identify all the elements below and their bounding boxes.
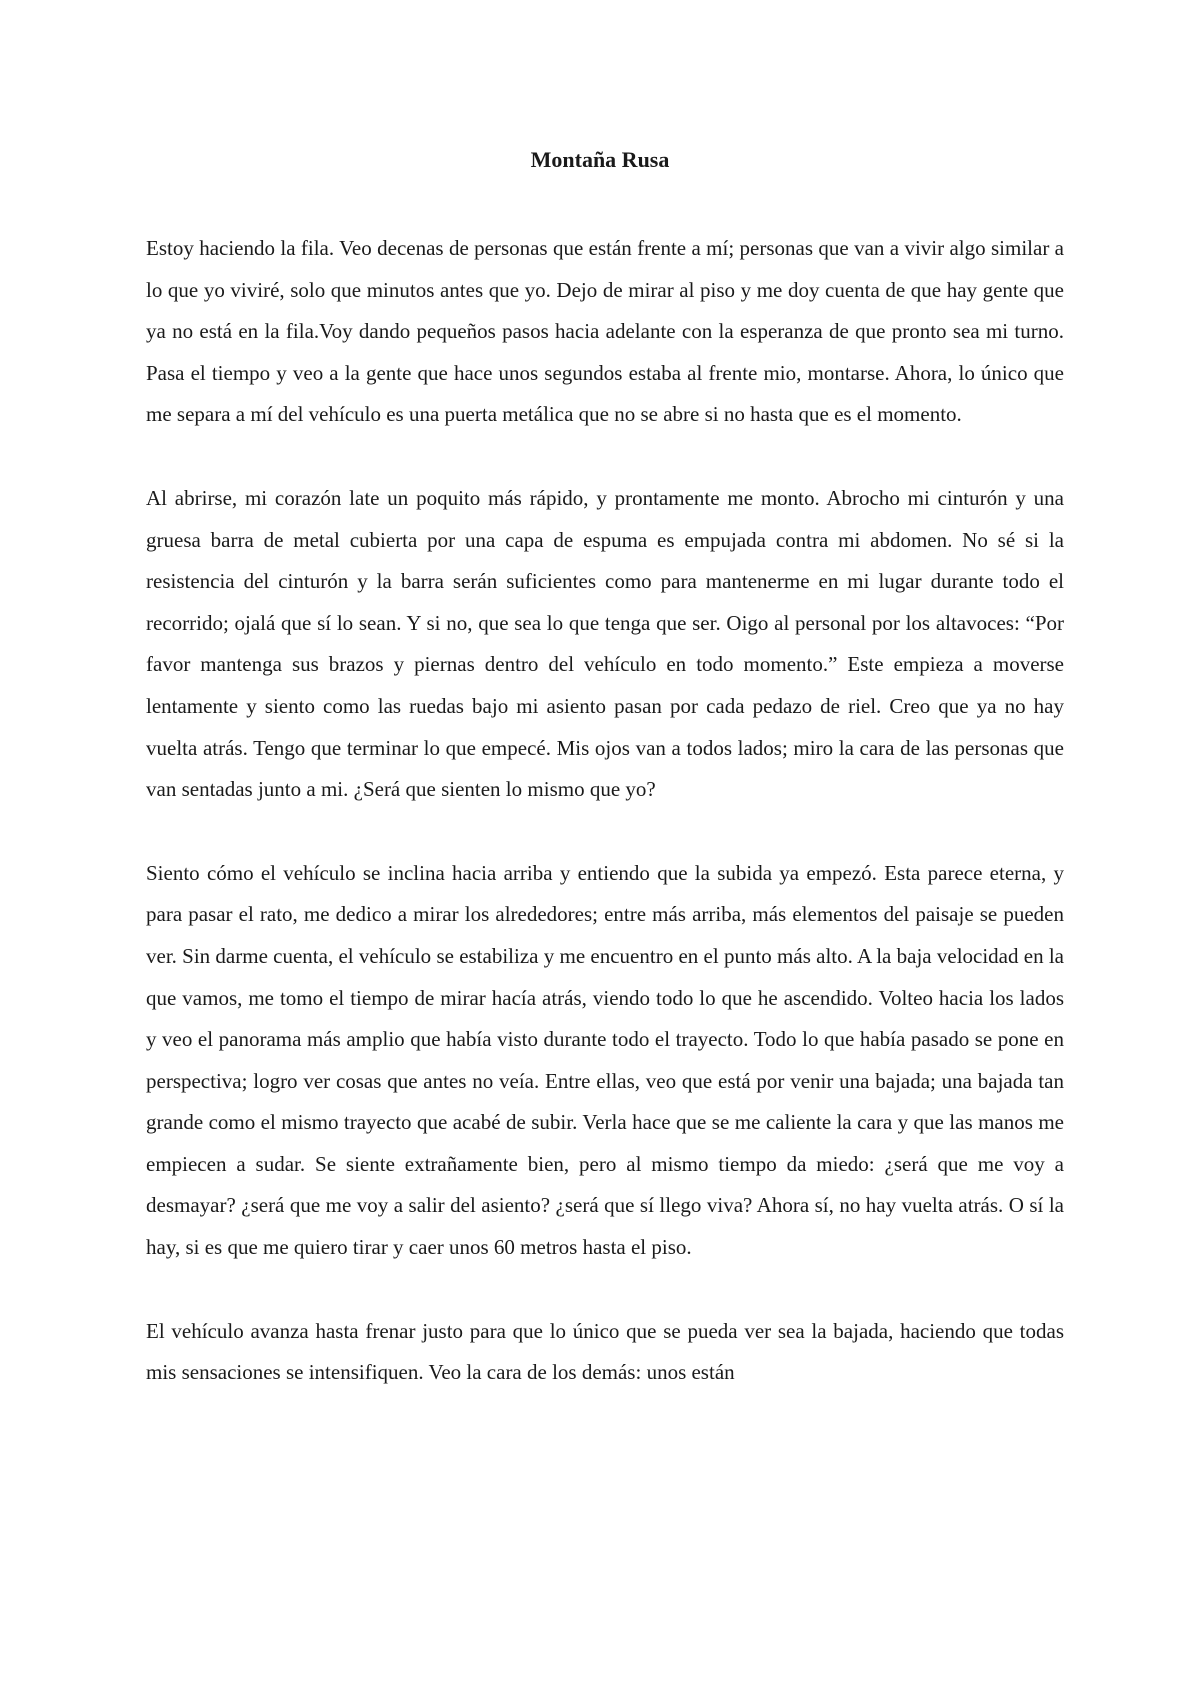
paragraph-1: Estoy haciendo la fila. Veo decenas de personas que están frente a mí; personas que van a vivir algo similar a lo que yo viviré, solo que minutos antes que yo. Dejo de mirar al piso y me doy cuenta de que hay gente que ya no está en la fila.Voy dando pequeños pasos hacia adelante con la esperanza de que pronto sea mi turno. Pasa el tiempo y veo a la gente que hace unos segundos estaba al frente mio, montarse. Ahora, lo único que me separa a mí del vehículo es una puerta metálica que no se abre si no hasta que es el momento. <box>146 236 1064 427</box>
paragraph-4: El vehículo avanza hasta frenar justo para que lo único que se pueda ver sea la bajada, haciendo que todas mis sensaciones se intensifiquen. Veo la cara de los demás: unos están <box>146 1318 1064 1385</box>
paragraph-2: Al abrirse, mi corazón late un poquito más rápido, y prontamente me monto. Abrocho mi cinturón y una gruesa barra de metal cubierta por una capa de espuma es empujada contra mi abdomen. No sé si la resistencia del cinturón y la barra serán suficientes como para mantenerme en mi lugar durante todo el recorrido; ojalá que sí lo sean. Y si no, que sea lo que tenga que ser. Oigo al personal por los altavoces: “Por favor mantenga sus brazos y piernas dentro del vehículo en todo momento.” Este empieza a moverse lentamente y siento como las ruedas bajo mi asiento pasan por cada pedazo de riel. Creo que ya no hay vuelta atrás. Tengo que terminar lo que empecé. Mis ojos van a todos lados; miro la cara de las personas que van sentadas junto a mi. ¿Será que sienten lo mismo que yo? <box>146 485 1064 802</box>
document-body <box>146 228 1064 1436</box>
paragraph-3: Siento cómo el vehículo se inclina hacia arriba y entiendo que la subida ya empezó. Esta parece eterna, y para pasar el rato, me dedico a mirar los alrededores; entre más arriba, más elementos del paisaje se pueden ver. Sin darme cuenta, el vehículo se estabiliza y me encuentro en el punto más alto. A la baja velocidad en la que vamos, me tomo el tiempo de mirar hacía atrás, viendo todo lo que he ascendido. Volteo hacia los lados y veo el panorama más amplio que había visto durante todo el trayecto. Todo lo que había pasado se pone en perspectiva; logro ver cosas que antes no veía. Entre ellas, veo que está por venir una bajada; una bajada tan grande como el mismo trayecto que acabé de subir. Verla hace que se me caliente la cara y que las manos me empiecen a sudar. Se siente extrañamente bien, pero al mismo tiempo da miedo: ¿será que me voy a desmayar? ¿será que me voy a salir del asiento? ¿será que sí llego viva? Ahora sí, no hay vuelta atrás. O sí la hay, si es que me quiero tirar y caer unos 60 metros hasta el piso. <box>146 860 1064 1260</box>
document-title: Montaña Rusa <box>530 147 670 172</box>
